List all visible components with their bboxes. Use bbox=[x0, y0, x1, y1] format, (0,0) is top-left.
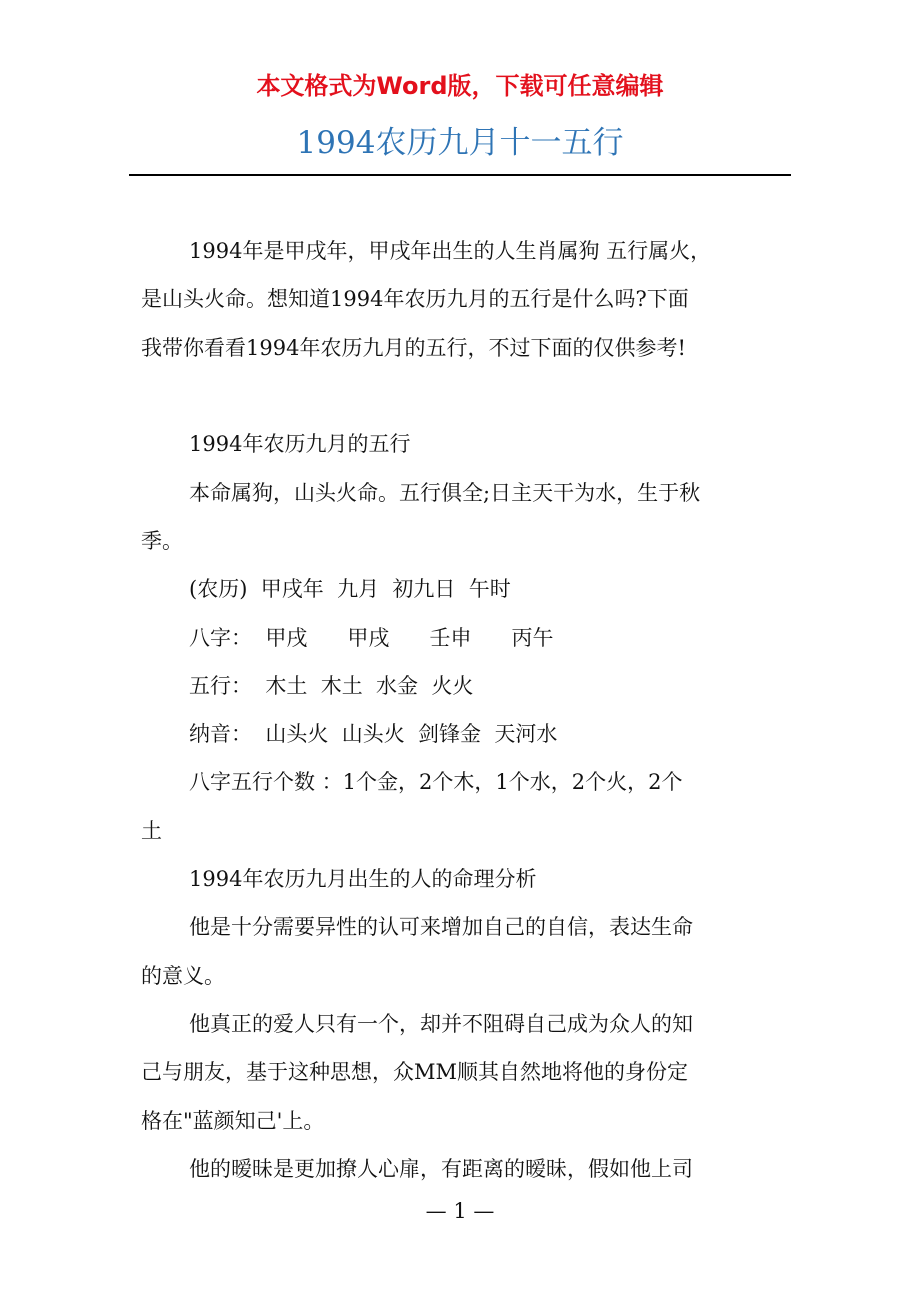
section-heading: 1994年农历九月的五行 bbox=[189, 432, 411, 456]
body-line: 我带你看看1994年农历九月的五行，不过下面的仅供参考! bbox=[141, 336, 686, 360]
document-title: 1994农历九月十一五行 bbox=[296, 125, 624, 161]
body-line: 是山头火命。想知道1994年农历九月的五行是什么吗?下面 bbox=[141, 287, 689, 311]
body-line: 他真正的爱人只有一个，却并不阻碍自己成为众人的知 bbox=[189, 1012, 693, 1036]
title-underline bbox=[129, 174, 791, 176]
body-line: 纳音： 山头火 山头火 剑锋金 天河水 bbox=[189, 722, 558, 746]
section-heading: 1994年农历九月出生的人的命理分析 bbox=[189, 867, 537, 891]
body-line: 己与朋友，基于这种思想，众MM顺其自然地将他的身份定 bbox=[141, 1060, 689, 1084]
body-line: 他的暧昧是更加撩人心扉，有距离的暧昧，假如他上司 bbox=[189, 1157, 693, 1181]
body-line: 的意义。 bbox=[141, 964, 225, 988]
body-line: (农历) 甲戌年 九月 初九日 午时 bbox=[189, 577, 511, 601]
body-line: 季。 bbox=[141, 529, 183, 553]
body-line: 本命属狗，山头火命。五行俱全;日主天干为水，生于秋 bbox=[189, 481, 701, 505]
page-number: — 1 — bbox=[425, 1199, 495, 1223]
body-line: 八字五行个数 ：1个金，2个木，1个水，2个火，2个 bbox=[189, 770, 683, 794]
body-line: 他是十分需要异性的认可来增加自己的自信，表达生命 bbox=[189, 915, 693, 939]
body-line: 五行： 木土 木土 水金 火火 bbox=[189, 674, 474, 698]
body-line: 土 bbox=[141, 819, 162, 843]
body-line: 八字： 甲戌 甲戌 壬申 丙午 bbox=[189, 626, 554, 650]
format-banner: 本文格式为Word版，下载可任意编辑 bbox=[256, 72, 664, 100]
body-line: 格在"蓝颜知己'上。 bbox=[141, 1109, 325, 1133]
body-line: 1994年是甲戌年，甲戌年出生的人生肖属狗 五行属火， bbox=[189, 239, 712, 263]
